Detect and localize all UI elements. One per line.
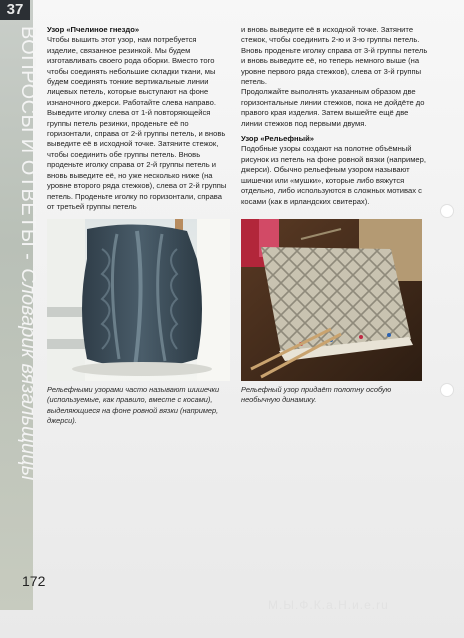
photo-cable-bag: [47, 219, 230, 381]
section-title-vertical: [16, 26, 39, 480]
paragraph: Продолжайте выполнять указанным образом две горизонтальные линии стежков, пока не дойдёте до правого края изделия. Затем вышейте ещё две линии стежков под первыми двумя.: [241, 87, 425, 128]
section-title: ВОПРОСЫ И ОТВЕТЫ -: [17, 26, 39, 261]
photo-relief-cushion: [241, 219, 422, 381]
paragraph: Подобные узоры создают на полотне объёмный рисунок из петель на фоне ровной вязки (например, джерси). Обычно рельефным узором называют шишечки или «мушки», которые либо вяжутся отдельно, либо используются в сложных мотивах с косами (как в ирландских свитерах).: [241, 144, 426, 206]
binder-hole: [440, 383, 454, 397]
paragraph: Чтобы вышить этот узор, нам потребуется изделие, связанное резинкой. Мы будем изготавливать своего рода оборки. Вместо того чтобы соединять небольшие складки ткани, мы будем соединять тонкие вертикальные линии лицевых петель, которые выступают на фоне изнаночного джерси. Работайте слева направо. Выведите иголку слева от 1-й повторяющейся группы петель резинки, проденьте её по горизонтали, справа от 2-й группы петель, и вновь выведите её в исходной точке. Затяните стежок, чтобы соединить обе группы петель. Вновь проденьте иголку справа от 2-й группы петель и вновь выведите её, но уже несколько ниже (на уровне второго ряда стежков), слева от 2-й группы петель. Проденьте иголку по горизонтали, справа от третьей группы петель: [47, 35, 227, 211]
text-column-right: [241, 25, 431, 207]
paragraph: и вновь выведите её в исходной точке. Затяните стежок, чтобы соединить 2-ю и 3-ю группы петель. Вновь проденьте иголку справа от 3-й группы петель и вновь выведите её, но теперь немного выше (на уровне первого ряда стежков), слева от 3-й группы петель.: [241, 25, 428, 87]
section-subtitle: Словарик вязальщицы: [17, 268, 39, 481]
caption-right: Рельефный узор придаёт полотну особую необычную динамику.: [241, 385, 392, 405]
heading-honeycomb: Узор «Пчелиное гнездо»: [47, 25, 140, 34]
watermark: М.Ы.Ф.К.а.Н.и.е.ru: [268, 598, 389, 612]
page-number: 172: [22, 573, 46, 589]
chapter-number: 37: [0, 0, 30, 20]
heading-relief: Узор «Рельефный»: [241, 134, 314, 144]
text-column-left: [47, 25, 229, 212]
binder-hole: [440, 204, 454, 218]
caption-left: Рельефными узорами часто называют шишечки (используемые, как правило, вместе с косами), выделяющиеся на фоне ровной вязки (например, джерси).: [47, 385, 220, 426]
